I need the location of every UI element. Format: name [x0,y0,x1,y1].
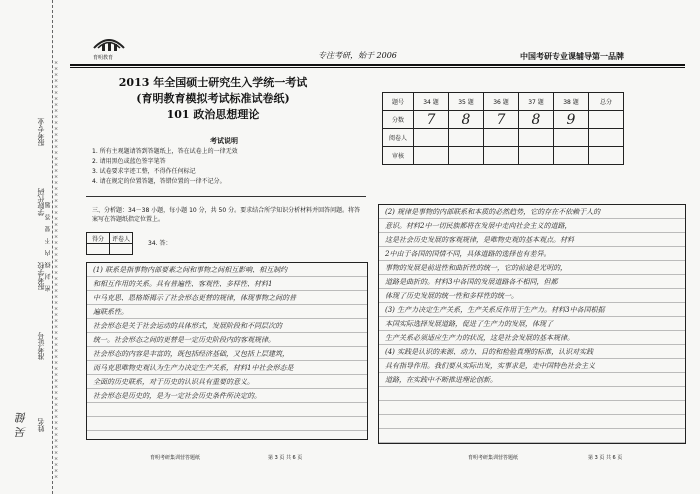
seal-warning: 密 封 线 内 不 要 答 题 [45,200,52,292]
review-cell [484,147,519,165]
answer-line: (3) 生产力决定生产关系，生产关系反作用于生产力。材料3中各国根据 [385,306,605,314]
exam-title: 2013 年全国硕士研究生入学统一考试 [118,76,308,89]
grader-cell [589,129,624,147]
answer-line: 具有指导作用。我们要从实际出发，实事求是，走中国特色社会主义 [385,362,595,370]
exam-number-label: 准考证号 [37,332,45,360]
grader-cell [449,129,484,147]
answer-line: 生产关系必须适应生产力的状况，这是社会发展的基本规律。 [385,334,574,342]
instructions-title: 考试说明 [210,136,238,145]
score-cell: 7 [484,111,519,129]
grader-cell [484,129,519,147]
header-rule-thin [70,67,685,68]
score-row-label: 审核 [383,147,414,165]
grader-cell [414,129,449,147]
review-cell [589,147,624,165]
answer-line: 统一。社会形态之间的更替是一定历史阶段内的客观规律。 [93,336,275,344]
exam-subtitle: (育明教育模拟考试标准试卷纸) [136,92,290,105]
score-header-cell: 37 题 [519,93,554,111]
review-cell [554,147,589,165]
footer-brand-left: 育明考研集训营答题纸 [150,455,201,461]
major-label: 报考专业 [37,118,45,146]
answer-line: (4) 实践是认识的来源、动力、目的和检验真理的标准，认识对实践 [385,348,594,356]
yuming-logo-icon [90,30,128,56]
answer-text-left [93,263,363,439]
instruction-item: 4. 请在规定的位置答题，答错位置的一律不记分。 [92,178,226,185]
footer-brand-right: 育明考研集训营答题纸 [468,455,519,461]
grader-cell [519,129,554,147]
answer-line: 事物的发展是前进性和曲折性的统一，它的前途是光明的， [385,264,567,272]
answer-box-left [86,262,368,440]
question-label: 34. 答： [148,240,172,247]
instruction-item: 1. 所有主观题请答到答题纸上，答在试卷上的一律无效 [92,148,238,155]
question-score-box [86,232,133,255]
answer-line: 而马克思唯物史观认为生产力决定生产关系，材料1中社会形态是 [93,364,294,372]
answer-line: 社会形态是历史的，是为一定社会历史条件所决定的。 [93,392,261,400]
score-header-cell: 36 题 [484,93,519,111]
score-header-cell: 题号 [383,93,414,111]
score-cell: 8 [519,111,554,129]
answer-line: 和相互作用的关系。具有普遍性、客观性、多样性、材料1 [93,280,273,288]
mini-header-cell: 评卷人 [110,233,133,244]
answer-line: 道路是曲折的。材料3中各国的发展道路各不相同，但都 [385,278,558,286]
candidate-name: 吴 健 [15,412,28,438]
answer-line: 本国实际选择发展道路，促进了生产力的发展，体现了 [385,320,553,328]
score-cell: 9 [554,111,589,129]
section-divider [86,196,366,197]
review-cell [519,147,554,165]
answer-line: 体现了历史发展的统一性和多样性的统一。 [385,292,518,300]
answer-line: 遍联系性。 [93,308,128,316]
school-label: 报考学校 [37,262,45,290]
score-cell: 8 [449,111,484,129]
header-brand-tagline: 中国考研专业课辅导第一品牌 [520,52,624,61]
mini-header-cell: 得分 [87,233,110,244]
name-label: 姓名 [37,418,45,432]
mini-cell [87,244,110,255]
answer-text-right [385,205,681,443]
answer-line: (1) 联系是指事物内部要素之间和事物之间相互影响、相互制约 [93,266,288,274]
answer-line: 社会形态的内容是丰富的，既包括经济基础，又包括上层建筑， [93,350,289,358]
seal-cross-marks: ×××××××××××××××××××××××××××××××××××××××××××××××××××××××××××××××××××××× [54,60,59,480]
college-code-label: 学院代码 [37,188,45,216]
grader-cell [554,129,589,147]
score-header-cell: 38 题 [554,93,589,111]
score-row-label: 分数 [383,111,414,129]
score-header-cell: 总分 [589,93,624,111]
header-slogan: 专注考研，始于 2006 [318,51,397,60]
header-rule [70,64,685,66]
answer-line: 这是社会历史发展的客观规律，是唯物史观的基本观点。材料 [385,236,574,244]
review-cell [449,147,484,165]
answer-line: 2中由于各国的国情不同，具体道路的选择也有差异。 [385,250,551,258]
instruction-item: 2. 请用黑色或蓝色签字笔答 [92,158,166,165]
total-score-cell [589,111,624,129]
footer-page-left: 第 3 页 共 6 页 [268,455,303,461]
answer-box-right [378,204,686,444]
answer-line: 道路，在实践中不断推进理论创新。 [385,376,497,384]
instruction-item: 3. 试卷要求字迹工整，不得作任何标记 [92,168,196,175]
review-cell [414,147,449,165]
footer-page-right: 第 3 页 共 6 页 [588,455,623,461]
answer-line: 全面的历史联系，对于历史的认识具有重要的意义。 [93,378,254,386]
logo-text: 育明教育 [93,55,114,61]
answer-line: 意识。材料2中一切民族都将在发展中走向社会主义的道路， [385,222,572,230]
answer-line: (2) 规律是事物的内部联系和本质的必然趋势，它的存在不依赖于人的 [385,208,601,216]
answer-line: 社会形态是关于社会运动的具体形式，发展阶段和不同层次的 [93,322,282,330]
exam-subject: 101 政治思想理论 [166,108,260,121]
score-cell: 7 [414,111,449,129]
answer-line: 中马克思、恩格斯揭示了社会形态更替的规律，体现事物之间的普 [93,294,296,302]
mini-cell [110,244,133,255]
section-intro: 三、分析题：34－38 小题，每小题 10 分，共 50 分。要求结合所学知识分析材料并回答问题。将答案写在答题纸指定位置上。 [92,207,361,223]
score-row-label: 阅卷人 [383,129,414,147]
score-header-cell: 34 题 [414,93,449,111]
score-header-cell: 35 题 [449,93,484,111]
score-table [382,92,624,165]
sealed-binding-strip [0,0,53,494]
